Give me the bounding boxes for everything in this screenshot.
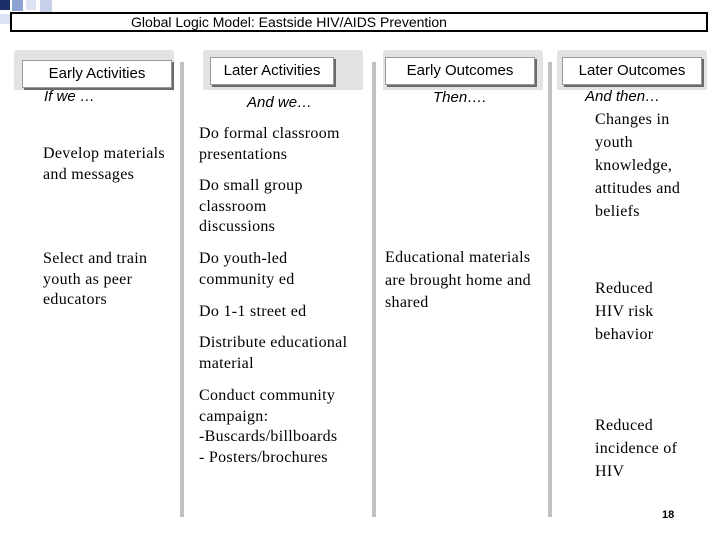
header-later-activities: Later Activities — [210, 57, 334, 85]
corner-square-light — [26, 0, 36, 10]
later-outcome-item: Reduced incidence of HIV — [595, 417, 678, 480]
corner-square-blue-2 — [40, 0, 52, 12]
page-number: 18 — [662, 509, 675, 521]
later-activity-item: Distribute educational material — [199, 334, 348, 372]
later-outcome-item: Changes in youth knowledge, attitudes and beliefs — [595, 111, 681, 220]
column-divider-3 — [548, 62, 552, 517]
later-activity-item: Do 1-1 street ed — [199, 303, 307, 320]
corner-square-navy — [0, 0, 10, 10]
later-outcome-item: Reduced HIV risk behavior — [595, 280, 654, 343]
header-later-outcomes: Later Outcomes — [562, 57, 702, 85]
early-outcome-item: Educational materials are brought home and shared — [385, 249, 531, 311]
early-activity-item: Develop materials and messages — [43, 145, 165, 183]
corner-square-blue — [12, 0, 23, 11]
corner-square-light-2 — [0, 14, 10, 24]
subheader-later-outcomes: And then… — [585, 88, 661, 105]
later-activity-item: Do youth-led community ed — [199, 250, 295, 288]
later-activity-item: Do formal classroom presentations — [199, 125, 340, 163]
slide-title: Global Logic Model: Eastside HIV/AIDS Prevention — [10, 12, 708, 32]
column-divider-2 — [372, 62, 376, 517]
header-early-outcomes: Early Outcomes — [385, 57, 535, 85]
subheader-early-outcomes: Then…. — [433, 89, 487, 106]
later-activity-item: Do small group classroom discussions — [199, 177, 303, 235]
header-early-activities: Early Activities — [22, 60, 172, 88]
early-activity-item: Select and train youth as peer educators — [43, 250, 148, 308]
column-divider-1 — [180, 62, 184, 517]
subheader-later-activities: And we… — [247, 94, 313, 111]
later-activity-item: Conduct community campaign: -Buscards/billboards - Posters/brochures — [199, 387, 338, 466]
subheader-early-activities: If we … — [44, 88, 95, 105]
